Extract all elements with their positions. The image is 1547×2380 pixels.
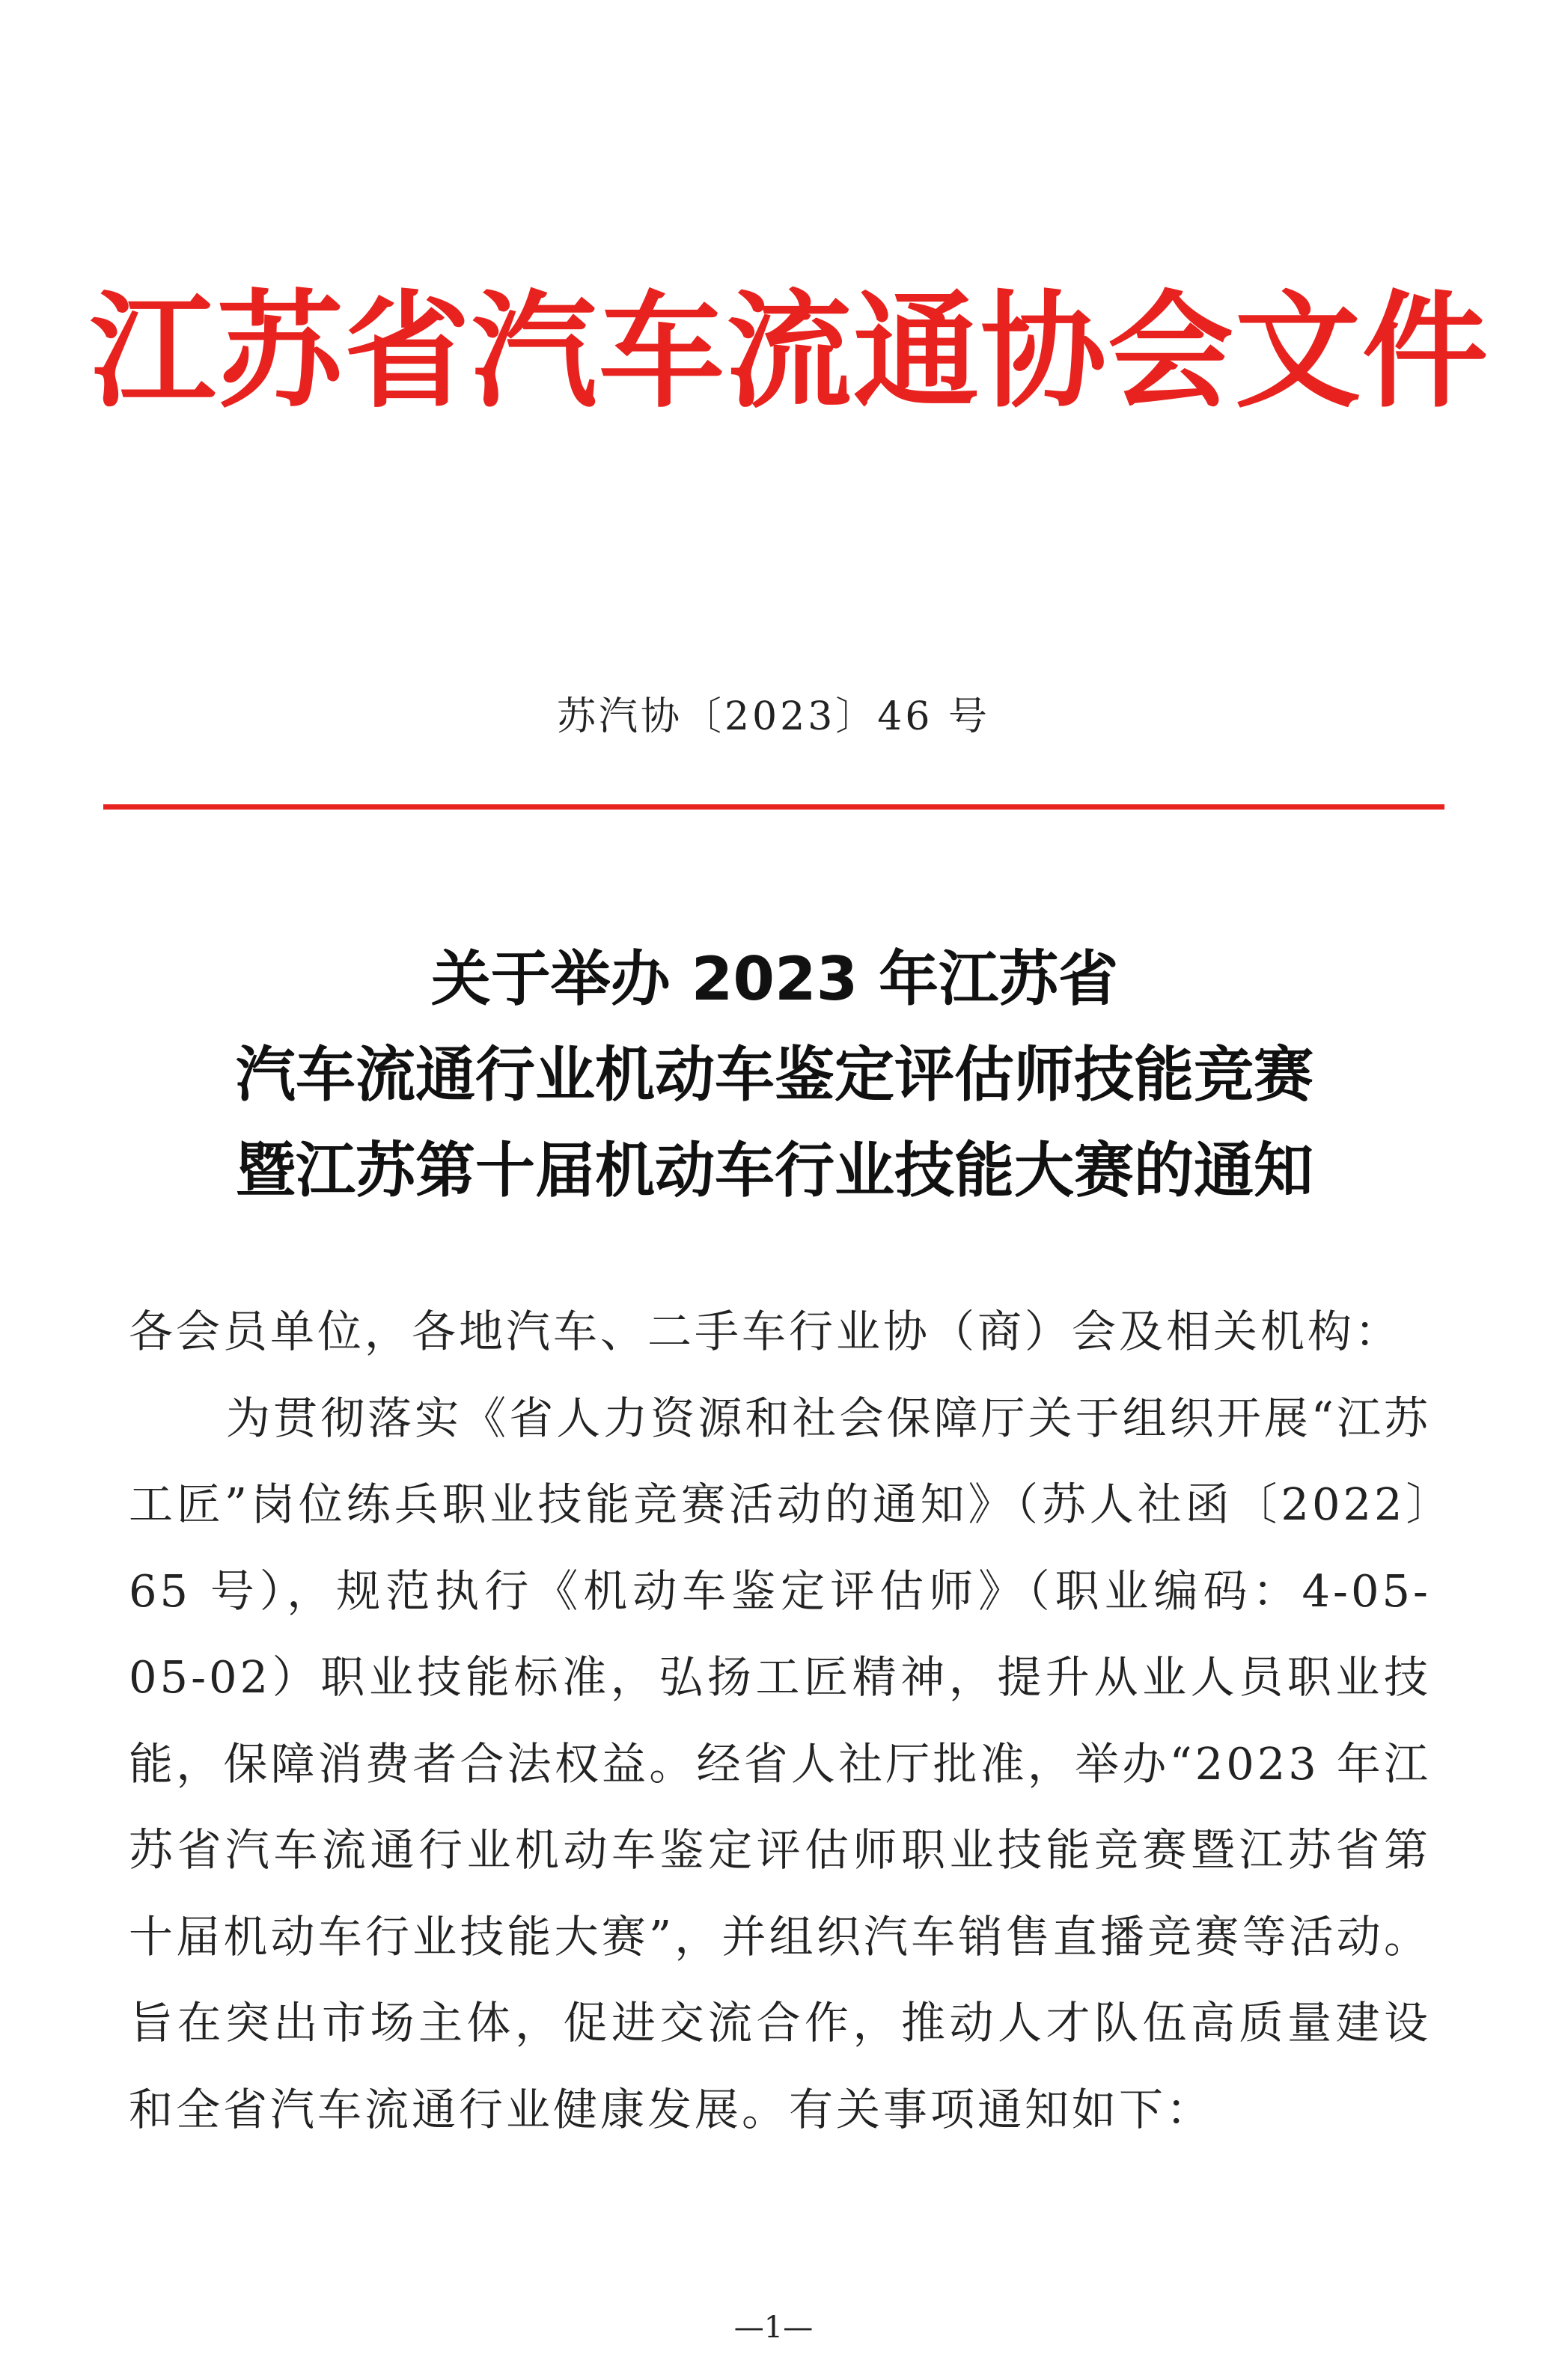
notice-body bbox=[129, 1288, 1431, 2153]
notice-title bbox=[90, 931, 1459, 1219]
document-number: 苏汽协〔2023〕46 号 bbox=[556, 694, 991, 739]
page-number: —1— bbox=[733, 2310, 814, 2345]
red-divider-line bbox=[103, 804, 1444, 810]
title-line-2: 汽车流通行业机动车鉴定评估师技能竞赛 bbox=[236, 1040, 1313, 1110]
body-paragraph: 为贯彻落实《省人力资源和社会保障厅关于组织开展“江苏工匠”岗位练兵职业技能竞赛活动的通知》（苏人社函〔2022〕65 号），规范执行《机动车鉴定评估师》（职业编码：4-05-05-02）职业技能标准，弘扬工匠精神，提升从业人员职业技能，保障消费者合法权益。经省人社厅批准，举办“2023 年江苏省汽车流通行业机动车鉴定评估师职业技能竞赛暨江苏省第十届机动车行业技能大赛”，并组织汽车销售直播竞赛等活动。旨在突出市场主体，促进交流合作，推动人才队伍高质量建设和全省汽车流通行业健康发展。有关事项通知如下： bbox=[129, 1392, 1431, 2135]
title-line-3: 暨江苏第十届机动车行业技能大赛的通知 bbox=[236, 1136, 1313, 1205]
document-masthead: 江苏省汽车流通协会文件 bbox=[90, 277, 1489, 425]
title-line-1: 关于举办 2023 年江苏省 bbox=[430, 944, 1119, 1014]
salutation: 各会员单位，各地汽车、二手车行业协（商）会及相关机构： bbox=[129, 1306, 1403, 1357]
